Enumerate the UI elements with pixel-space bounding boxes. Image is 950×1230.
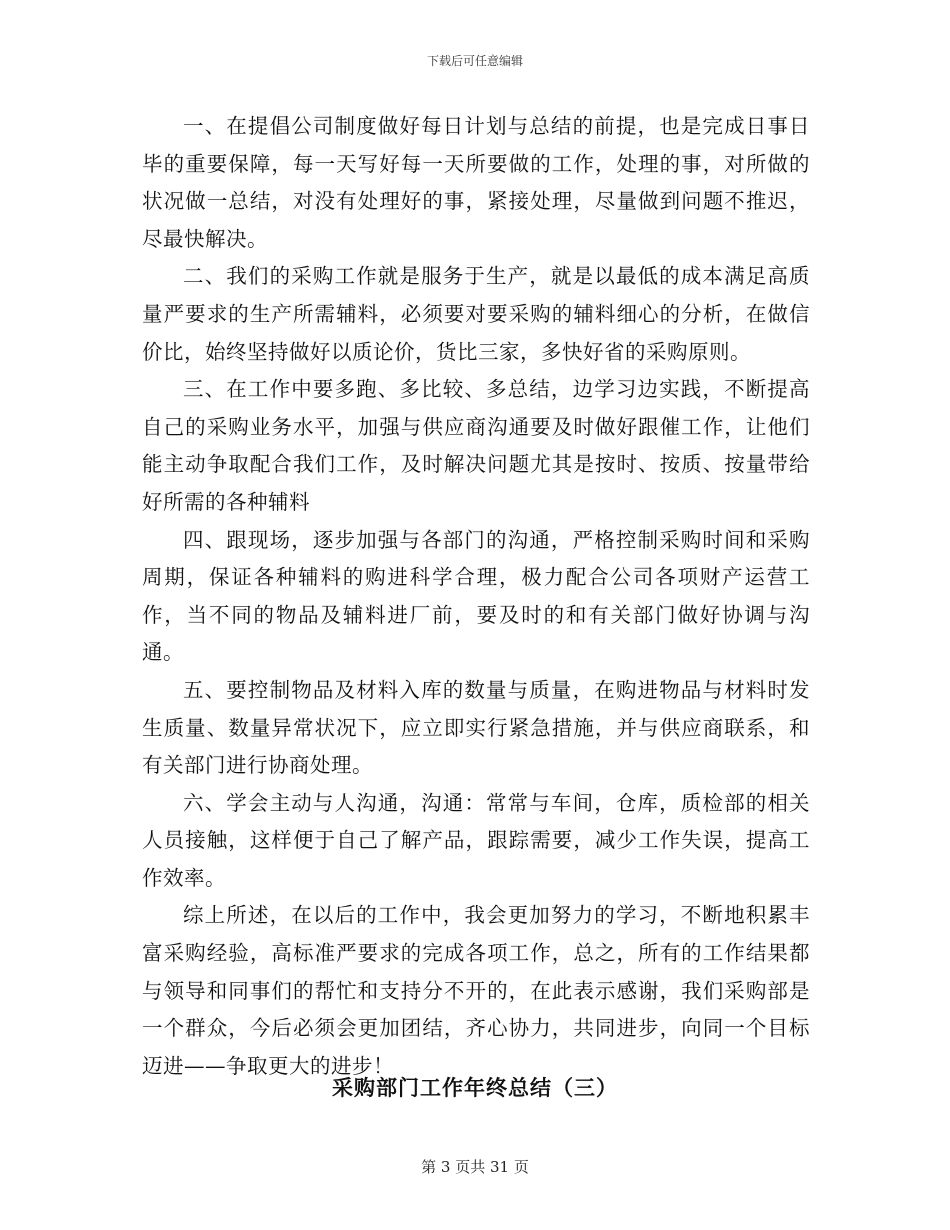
page-number-footer: 第 3 页共 31 页 (421, 1158, 529, 1176)
page-header: 下载后可任意编辑 (426, 54, 523, 68)
document-body (142, 108, 810, 1085)
paragraph-2: 二、我们的采购工作就是服务于生产，就是以最低的成本满足高质量严要求的生产所需辅料，必须要对要采购的辅料细心的分析，在做信价比，始终坚持做好以质论价，货比三家，多快好省的采购原则。 (142, 264, 810, 364)
paragraph-6: 六、学会主动与人沟通，沟通：常常与车间，仓库，质检部的相关人员接触，这样便于自己了解产品，跟踪需要，减少工作失误，提高工作效率。 (142, 790, 810, 890)
paragraph-summary: 综上所述，在以后的工作中，我会更加努力的学习，不断地积累丰富采购经验，高标准严要求的完成各项工作，总之，所有的工作结果都与领导和同事们的帮忙和支持分不开的，在此表示感谢，我们采购部是一个群众，今后必须会更加团结，齐心协力，共同进步，向同一个目标迈进——争取更大的进步！ (142, 903, 810, 1078)
paragraph-3: 三、在工作中要多跑、多比较、多总结，边学习边实践，不断提高自己的采购业务水平，加强与供应商沟通要及时做好跟催工作，让他们能主动争取配合我们工作，及时解决问题尤其是按时、按质、按量带给好所需的各种辅料 (142, 377, 810, 514)
section-title: 采购部门工作年终总结（三） (332, 1075, 618, 1100)
paragraph-5: 五、要控制物品及材料入库的数量与质量，在购进物品与材料时发生质量、数量异常状况下，应立即实行紧急措施，并与供应商联系，和有关部门进行协商处理。 (142, 677, 810, 778)
paragraph-1: 一、在提倡公司制度做好每日计划与总结的前提，也是完成日事日毕的重要保障，每一天写好每一天所要做的工作，处理的事，对所做的状况做一总结，对没有处理好的事，紧接处理，尽量做到问题不推迟，尽最快解决。 (142, 114, 810, 251)
paragraph-4: 四、跟现场，逐步加强与各部门的沟通，严格控制采购时间和采购周期，保证各种辅料的购进科学合理，极力配合公司各项财产运营工作，当不同的物品及辅料进厂前，要及时的和有关部门做好协调与沟通。 (142, 527, 810, 665)
